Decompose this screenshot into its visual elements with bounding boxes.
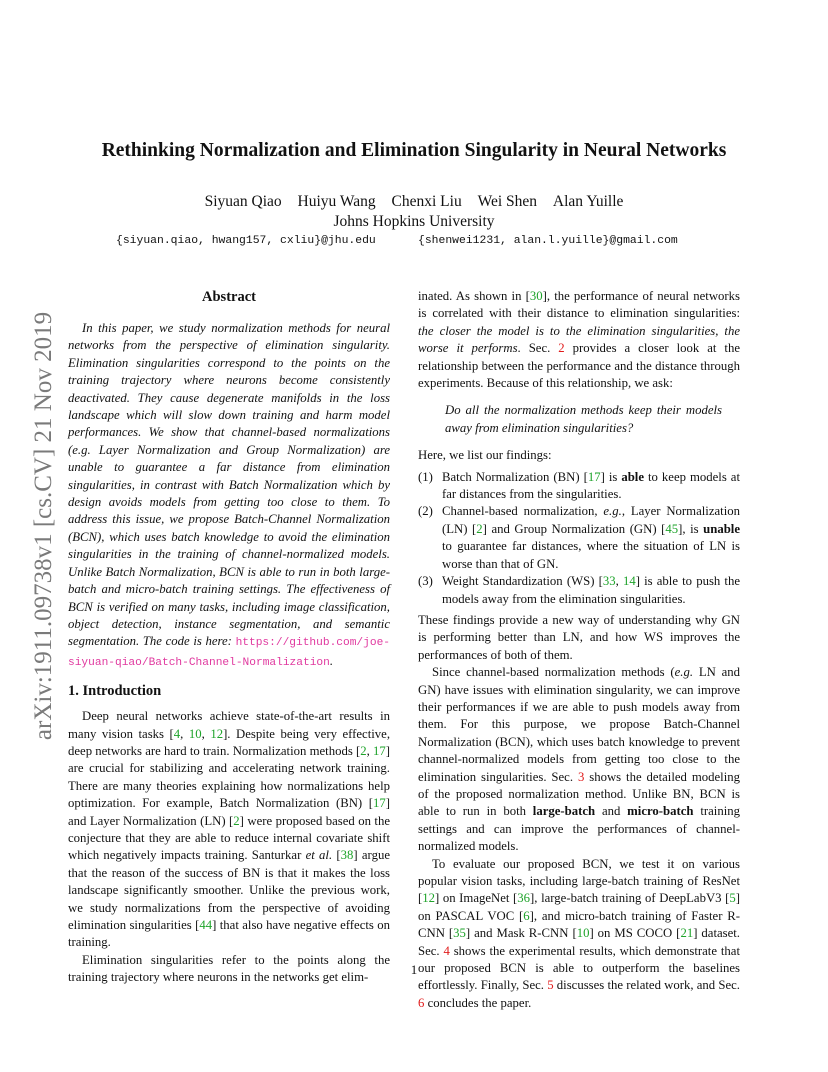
code-link[interactable]: https://github.com/joe-siyuan-qiao/Batch-Channel-Normalization — [68, 637, 390, 669]
citation-link[interactable]: 12 — [210, 726, 224, 741]
list-item: (3) Weight Standardization (WS) [33, 14] is able to push the models away from the elimination singularities. — [418, 573, 740, 608]
intro-paragraph: These findings provide a new way of understanding why GN is performing better than LN, and how WS improves the performances of both of them. — [418, 612, 740, 662]
email-gmail: {shenwei1231, alan.l.yuille}@gmail.com — [418, 235, 678, 247]
citation-link[interactable]: 12 — [422, 891, 435, 906]
findings-lead: Here, we list our findings: — [418, 448, 552, 463]
citation-link[interactable]: 10 — [576, 926, 590, 941]
citation-link[interactable]: 45 — [665, 521, 679, 536]
citation-link[interactable]: 17 — [373, 796, 386, 811]
list-number: (3) — [418, 574, 433, 589]
left-column — [68, 288, 390, 987]
citation-link[interactable]: 2 — [233, 813, 240, 828]
citation-link[interactable]: 10 — [188, 726, 202, 741]
abstract-paragraph: In this paper, we study normalization methods for neural networks from the perspective of elimination singularity. Elimination singularities correspond to the points on the training trajectory where neurons become consistently deactivated. They cause degenerate manifolds in the loss landscape which will slow down training and harm model performances. We show that channel-based normalizations (e.g. Layer Normalization and Group Normalization) are unable to guarantee a far distance from elimination singularities, in contrast with Batch Normalization which by design avoids models from getting too close to them. To address this issue, we propose Batch-Channel Normalization (BCN), which uses batch knowledge to avoid the elimination singularities in the training of channel-normalized models. Unlike Batch Normalization, BCN is able to run in both large-batch and micro-batch training settings. The effectiveness of BCN is verified on many tasks, including image classification, object detection, instance segmentation, and semantic segmentation. The code is here: https://github.com/joe-siyuan-qiao/Batch-Channel-Normalization. — [68, 321, 390, 669]
section-link[interactable]: 4 — [443, 943, 450, 958]
citation-link[interactable]: 6 — [523, 908, 530, 923]
affiliation: Johns Hopkins University — [333, 213, 495, 230]
intro-paragraph: To evaluate our proposed BCN, we test it on various popular vision tasks, including large-batch training of ResNet [12] on ImageNet [36], large-batch training of DeepLabV3 [5] on PASCAL VOC [6], and micro-batch training of Faster R-CNN [35] and Mask R-CNN [10] on MS COCO [21] dataset. Sec. 4 shows the experimental results, which demonstrate that our proposed BCN is able to outperform the baselines effortlessly. Finally, Sec. 5 discusses the related work, and Sec. 6 concludes the paper. — [418, 856, 741, 1010]
abstract-text: In this paper, we study normalization methods for neural networks from the perspective of elimination singularity. Elimination singularities correspond to the points on the training trajectory where neurons become consistently deactivated. They cause degenerate manifolds in the loss landscape which will slow down training and harm model performances. We show that channel-based normalizations (e.g. Layer Normalization and Group Normalization) are unable to guarantee a far distance from elimination singularities, in contrast with Batch Normalization which by design avoids models from getting too close to them. To address this issue, we propose Batch-Channel Normalization (BCN), which uses batch knowledge to avoid the elimination singularities in the training of channel-normalized models. Unlike Batch Normalization, BCN is able to run in both large-batch and micro-batch training settings. The effectiveness of BCN is verified on many tasks, including image classification, object detection, instance segmentation, and semantic segmentation. The code is here: — [68, 321, 390, 649]
right-column — [418, 288, 740, 1012]
intro-paragraph: Deep neural networks achieve state-of-the-art results in many vision tasks [4, 10, 12]. Despite being very effective, deep networks are hard to train. Normalization methods [2, 17] are crucial for stabilizing and accelerating network training. There are many theories explaining how normalizations help optimization. For example, Batch Normalization (BN) [17] and Layer Normalization (LN) [2] were proposed based on the conjecture that they are able to reduce internal covariate shift which negatively impacts training. Santurkar et al. [38] argue that the reason of the success of BN is that it makes the loss landscape significantly smoother. Unlike the previous work, we study normalizations from the perspective of avoiding elimination singularities [44] that also have negative effects on training. — [68, 709, 391, 950]
citation-link[interactable]: 14 — [622, 574, 636, 589]
citation-link[interactable]: 2 — [360, 743, 367, 758]
citation-link[interactable]: 30 — [529, 289, 543, 303]
arxiv-stamp: arXiv:1911.09738v1 [cs.CV] 21 Nov 2019 — [30, 311, 57, 741]
list-item: (1) Batch Normalization (BN) [17] is able to keep models at far distances from the singularities. — [418, 469, 740, 504]
author-name: Wei Shen — [477, 193, 538, 210]
intro-paragraph: Since channel-based normalization methods (e.g. LN and GN) have issues with elimination singularity, we can improve their performances if we are able to push models away from them. For this purpose, we propose Batch-Channel Normalization (BCN), which uses batch knowledge to prevent channel-normalized models from getting too close to the elimination singularities. Sec. 3 shows the detailed modeling of the proposed normalization method. Unlike BN, BCN is able to run in both large-batch and micro-batch training settings and can improve the performances of channel-normalized models. — [418, 665, 741, 854]
citation-link[interactable]: 2 — [476, 521, 483, 536]
page-number: 1 — [410, 962, 418, 977]
intro-paragraph: Elimination singularities refer to the points along the training trajectory where neurons in the networks get elim- — [68, 952, 390, 985]
citation-link[interactable]: 4 — [173, 726, 181, 741]
citation-link[interactable]: 21 — [680, 926, 694, 941]
citation-link[interactable]: 5 — [729, 891, 736, 906]
author-name: Alan Yuille — [552, 193, 624, 210]
citation-link[interactable]: 33 — [602, 574, 616, 589]
section-link[interactable]: 6 — [418, 995, 425, 1010]
author-name: Chenxi Liu — [391, 193, 462, 210]
section-link[interactable]: 3 — [577, 769, 585, 784]
citation-link[interactable]: 38 — [340, 848, 354, 863]
author-name: Siyuan Qiao — [204, 193, 282, 210]
citation-link[interactable]: 36 — [517, 891, 531, 906]
findings-list — [418, 469, 740, 608]
research-question: Do all the normalization methods keep their models away from elimination singularities? — [445, 403, 722, 435]
author-name: Huiyu Wang — [297, 193, 376, 210]
citation-link[interactable]: 44 — [199, 918, 213, 932]
section-heading-introduction: 1. Introduction — [68, 683, 162, 700]
section-link[interactable]: 2 — [558, 341, 565, 356]
citation-link[interactable]: 35 — [453, 926, 466, 941]
abstract-heading: Abstract — [202, 289, 256, 305]
citation-link[interactable]: 17 — [373, 743, 386, 758]
author-list — [0, 193, 828, 211]
intro-paragraph: inated. As shown in [30], the performance of neural networks is correlated with their distance to elimination singularities: the closer the model is to the elimination singularities, the worse it performs. Sec. 2 provides a closer look at the relationship between the performance and the distance through experiments. Because of this relationship, we ask: — [418, 289, 740, 391]
citation-link[interactable]: 17 — [587, 469, 601, 484]
paper-title: Rethinking Normalization and Elimination Singularity in Neural Networks — [101, 140, 727, 161]
list-number: (2) — [418, 504, 433, 519]
email-jhu: {siyuan.qiao, hwang157, cxliu}@jhu.edu — [116, 235, 376, 247]
list-item: (2) Channel-based normalization, e.g., Layer Normalization (LN) [2] and Group Normalization (GN) [45], is unable to guarantee far distances, where the situation of LN is worse than that of GN. — [418, 503, 740, 573]
section-link[interactable]: 5 — [547, 978, 554, 993]
list-number: (1) — [418, 469, 433, 484]
